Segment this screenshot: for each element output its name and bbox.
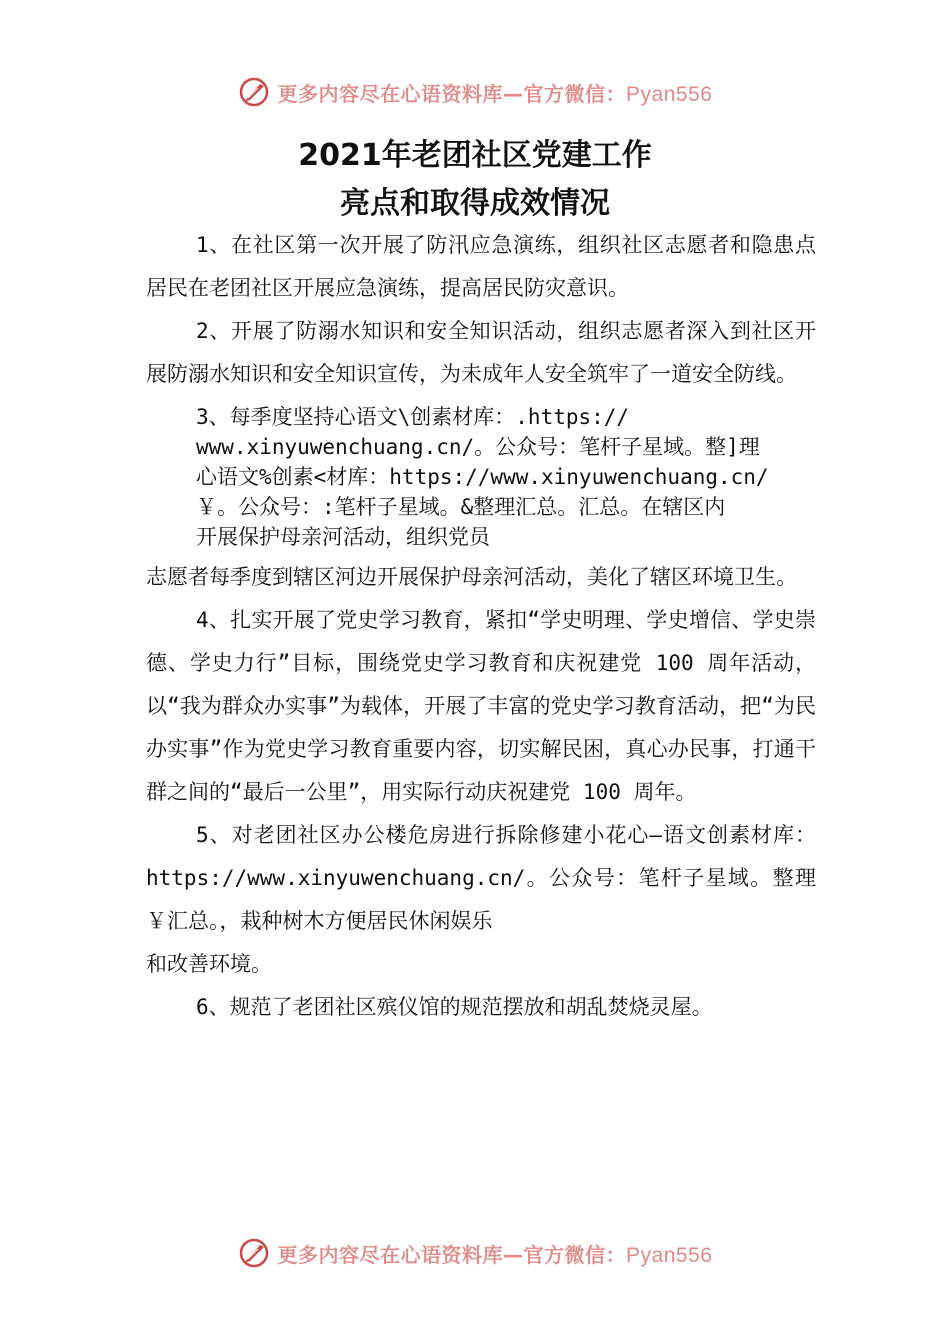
inset-line: 心语文%创素<材库：https://www.xinyuwenchuang.cn/ [196, 465, 769, 489]
banner-text: 更多内容尽在心语资料库—官方微信：Pyan556 [277, 81, 713, 106]
document-body [146, 224, 816, 1029]
paragraph-5-continued: 和改善环境。 [146, 952, 272, 976]
feather-pen-logo-icon [238, 1237, 270, 1269]
paragraph-1: 1、在社区第一次开展了防汛应急演练，组织社区志愿者和隐患点居民在老团社区开展应急演练，提高居民防灾意识。 [146, 233, 816, 300]
document-title-line-2: 亮点和取得成效情况 [340, 186, 610, 221]
inset-line: www.xinyuwenchuang.cn/。公众号：笔杆子星域。整]理 [196, 435, 760, 459]
paragraph-5: 5、对老团社区办公楼危房进行拆除修建小花心—语文创素材库：https://www.xinyuwenchuang.cn/。公众号：笔杆子星域。整理￥汇总。，栽种树木方便居民休闲娱乐 [146, 823, 816, 933]
inset-line: 3、每季度坚持心语文\创素材库：.https:// [196, 405, 630, 429]
document-title-line-1: 2021年老团社区党建工作 [298, 138, 652, 173]
paragraph-3-inset [196, 396, 836, 556]
header-banner [0, 72, 950, 112]
paragraph-2: 2、开展了防溺水知识和安全知识活动，组织志愿者深入到社区开展防溺水知识和安全知识宣传，为未成年人安全筑牢了一道安全防线。 [146, 319, 816, 386]
footer-banner [0, 1233, 950, 1273]
inset-line: 开展保护母亲河活动，组织党员 [196, 525, 490, 549]
inset-line: ￥。公众号：:笔杆子星域。&整理汇总。汇总。在辖区内 [196, 495, 726, 519]
feather-pen-logo-icon [238, 76, 270, 108]
paragraph-6: 6、规范了老团社区殡仪馆的规范摆放和胡乱焚烧灵屋。 [196, 995, 713, 1019]
paragraph-3-continued: 志愿者每季度到辖区河边开展保护母亲河活动，美化了辖区环境卫生。 [146, 565, 797, 589]
banner-text: 更多内容尽在心语资料库—官方微信：Pyan556 [277, 1242, 713, 1267]
paragraph-4: 4、扎实开展了党史学习教育，紧扣“学史明理、学史增信、学史崇德、学史力行”目标，围绕党史学习教育和庆祝建党 100 周年活动，以“我为群众办实事”为载体，开展了丰富的党史学习教育活动，把“为民办实事”作为党史学习教育重要内容，切实解民困，真心办民事，打通干群之间的“最后一公里”，用实际行动庆祝建党 100 周年。 [146, 608, 816, 804]
